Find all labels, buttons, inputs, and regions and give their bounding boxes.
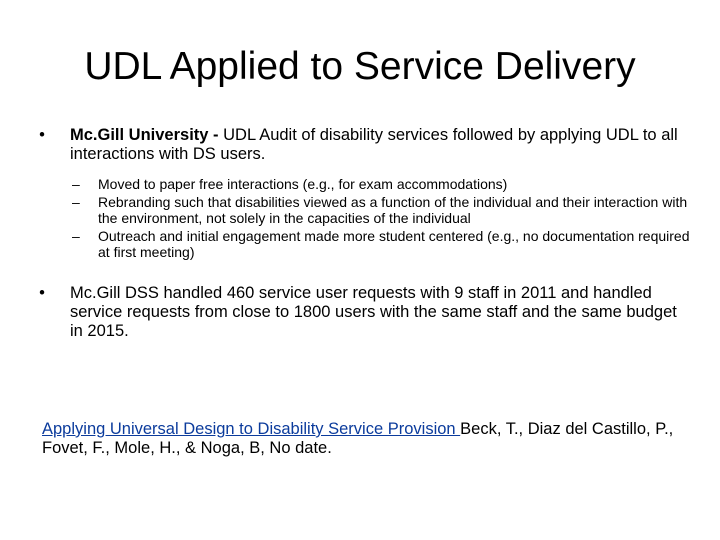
- sub-bullet: [72, 194, 690, 226]
- sub-bullet: [72, 176, 690, 192]
- dash-icon: –: [72, 176, 80, 192]
- sub-bullet-text: Moved to paper free interactions (e.g., for exam accommodations): [98, 176, 508, 192]
- citation-link[interactable]: Applying Universal Design to Disability Service Provision: [42, 420, 461, 438]
- sub-bullet-text: Rebranding such that disabilities viewed as a function of the individual and their interaction with the environment, not solely in the capacities of the individual: [98, 194, 688, 226]
- dash-icon: –: [72, 194, 80, 210]
- bullet-bold-lead: Mc.Gill University -: [70, 126, 224, 144]
- bullet-icon: •: [39, 126, 45, 144]
- bullet-text: UDL Audit of disability services followed by applying UDL to all interactions with DS users.: [70, 126, 678, 163]
- bullet-mcgill-audit: [40, 126, 690, 164]
- dash-icon: –: [72, 228, 80, 244]
- bullet-icon: •: [39, 284, 45, 302]
- citation-authors: Beck, T., Diaz del Castillo, P., Fovet, F., Mole, H., & Noga, B, No date.: [42, 420, 674, 457]
- slide-title: UDL Applied to Service Delivery: [84, 45, 636, 88]
- sub-bullet-text: Outreach and initial engagement made more student centered (e.g., no documentation required at first meeting): [98, 228, 690, 260]
- slide-body: [40, 126, 690, 341]
- bullet-mcgill-dss-stats: [40, 284, 690, 341]
- bullet-text: Mc.Gill DSS handled 460 service user requests with 9 staff in 2011 and handled service requests from close to 1800 users with the same staff and the same budget in 2015.: [70, 284, 677, 340]
- citation: [42, 420, 682, 458]
- sub-bullet: [72, 228, 690, 260]
- sub-bullet-list: [40, 176, 690, 260]
